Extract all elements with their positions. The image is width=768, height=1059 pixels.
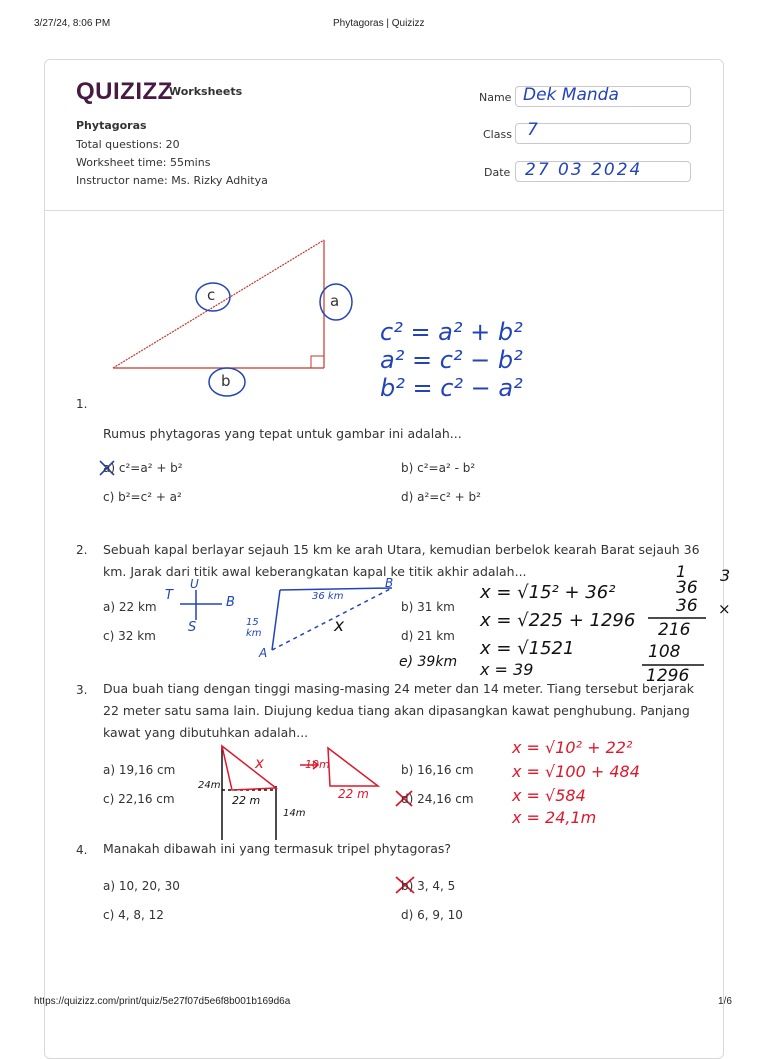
q2-option-c[interactable]: c) 32 km: [103, 629, 156, 643]
compass-s: S: [188, 620, 197, 635]
q3-option-b[interactable]: b) 16,16 cm: [401, 763, 474, 777]
sketch-15km: 15 km: [246, 617, 262, 639]
name-value: Dek Manda: [523, 85, 619, 105]
page-number: 1/6: [718, 996, 732, 1007]
q4-number: 4.: [76, 843, 88, 857]
right-triangle: [113, 240, 324, 368]
q2-work-3: x = √1521: [480, 638, 575, 659]
q1-option-d[interactable]: d) a²=c² + b²: [401, 490, 481, 504]
q4-option-a[interactable]: a) 10, 20, 30: [103, 879, 180, 893]
q2-written-answer: e) 39km: [399, 654, 458, 670]
formula-note-3: b² = c² − a²: [380, 374, 523, 402]
sketch-x: x: [334, 616, 345, 636]
q3-work-4: x = 24,1m: [512, 808, 597, 827]
side-c-label: c: [207, 286, 216, 304]
worksheet-title: Phytagoras: [76, 119, 147, 132]
formula-note-2: a² = c² − b²: [380, 346, 523, 374]
print-title: Phytagoras | Quizizz: [333, 18, 425, 29]
mult-carry-2: 3: [720, 566, 731, 585]
q3-work-3: x = √584: [512, 786, 586, 805]
compass-n: U: [190, 577, 199, 591]
class-label: Class: [483, 128, 512, 141]
q2-number: 2.: [76, 543, 88, 557]
q4-option-b[interactable]: b) 3, 4, 5: [401, 879, 456, 893]
mult-carry-1: 1: [676, 562, 687, 581]
date-value: 27 03 2024: [525, 160, 643, 180]
total-questions: Total questions: 20: [76, 138, 180, 151]
q1-option-a[interactable]: a) c²=a² + b²: [103, 461, 183, 475]
q1-option-c[interactable]: c) b²=c² + a²: [103, 490, 182, 504]
q3-sketch-x: x: [255, 754, 264, 772]
q3-sketch-22m: 22 m: [232, 794, 261, 807]
mult-row-1: 36: [676, 578, 698, 598]
q2-option-d[interactable]: d) 21 km: [401, 629, 455, 643]
q4-option-c[interactable]: c) 4, 8, 12: [103, 908, 164, 922]
q2-text: Sebuah kapal berlayar sejauh 15 km ke arah Utara, kemudian berbelok kearah Barat sejauh 36 km. Jarak dari titik awal keberangkatan kapal ke titik akhir adalah...: [103, 542, 700, 579]
q3-sketch-10m: 10m: [305, 758, 330, 771]
q3-option-c[interactable]: c) 22,16 cm: [103, 792, 175, 806]
print-datetime: 3/27/24, 8:06 PM: [34, 18, 111, 29]
q3-sketch-24m: 24m: [198, 780, 221, 791]
sketch-36km: 36 km: [312, 591, 344, 602]
mult-row-3: 216: [658, 620, 691, 640]
formula-note-1: c² = a² + b²: [380, 318, 523, 346]
compass-w: T: [165, 588, 173, 603]
q3-sketch-22m-b: 22 m: [338, 787, 369, 801]
date-label: Date: [484, 166, 511, 179]
mult-sign: ×: [718, 600, 731, 618]
compass-sketch: [180, 590, 222, 620]
q4-option-d[interactable]: d) 6, 9, 10: [401, 908, 463, 922]
q1-number: 1.: [76, 397, 88, 411]
q1-text: Rumus phytagoras yang tepat untuk gambar ini adalah...: [103, 426, 462, 441]
mult-row-2: 36: [676, 596, 698, 616]
mult-row-4: 108: [648, 642, 681, 662]
class-value: 7: [527, 120, 538, 140]
q3-work-2: x = √100 + 484: [512, 762, 640, 781]
q1-option-b[interactable]: b) c²=a² - b²: [401, 461, 476, 475]
q2-option-a[interactable]: a) 22 km: [103, 600, 157, 614]
pole-sketch: [222, 746, 276, 840]
quizizz-logo: QUIZIZZ: [76, 78, 173, 105]
sketch-point-a: A: [259, 646, 268, 660]
side-a-label: a: [330, 292, 340, 310]
q3-option-d[interactable]: d) 24,16 cm: [401, 792, 474, 806]
q4-text: Manakah dibawah ini yang termasuk tripel phytagoras?: [103, 841, 452, 856]
compass-e: B: [226, 595, 235, 610]
sketch-point-b: B: [385, 576, 394, 590]
pole-sketch-red: [222, 746, 378, 790]
mult-result: 1296: [646, 666, 690, 686]
q2-option-b[interactable]: b) 31 km: [401, 600, 455, 614]
q2-work-2: x = √225 + 1296: [480, 610, 636, 631]
q3-number: 3.: [76, 683, 88, 697]
q3-work-1: x = √10² + 22²: [512, 738, 633, 757]
worksheet-time: Worksheet time: 55mins: [76, 156, 211, 169]
instructor-name: Instructor name: Ms. Rizky Adhitya: [76, 174, 268, 187]
q3-text: Dua buah tiang dengan tinggi masing-masing 24 meter dan 14 meter. Tiang tersebut berjarak 22 meter satu sama lain. Diujung kedua tiang akan dipasangkan kawat penghubung. Panjang kawat yang dibutuhkan adalah...: [103, 681, 694, 740]
q3-option-a[interactable]: a) 19,16 cm: [103, 763, 176, 777]
q3-sketch-14m: 14m: [283, 808, 306, 819]
side-b-label: b: [221, 372, 231, 390]
print-url: https://quizizz.com/print/quiz/5e27f07d5e6f8b001b169d6a: [34, 996, 291, 1007]
q2-work-4: x = 39: [480, 660, 534, 679]
logo-subtitle: Worksheets: [169, 85, 243, 98]
q2-work-1: x = √15² + 36²: [480, 582, 616, 603]
name-label: Name: [479, 91, 512, 104]
